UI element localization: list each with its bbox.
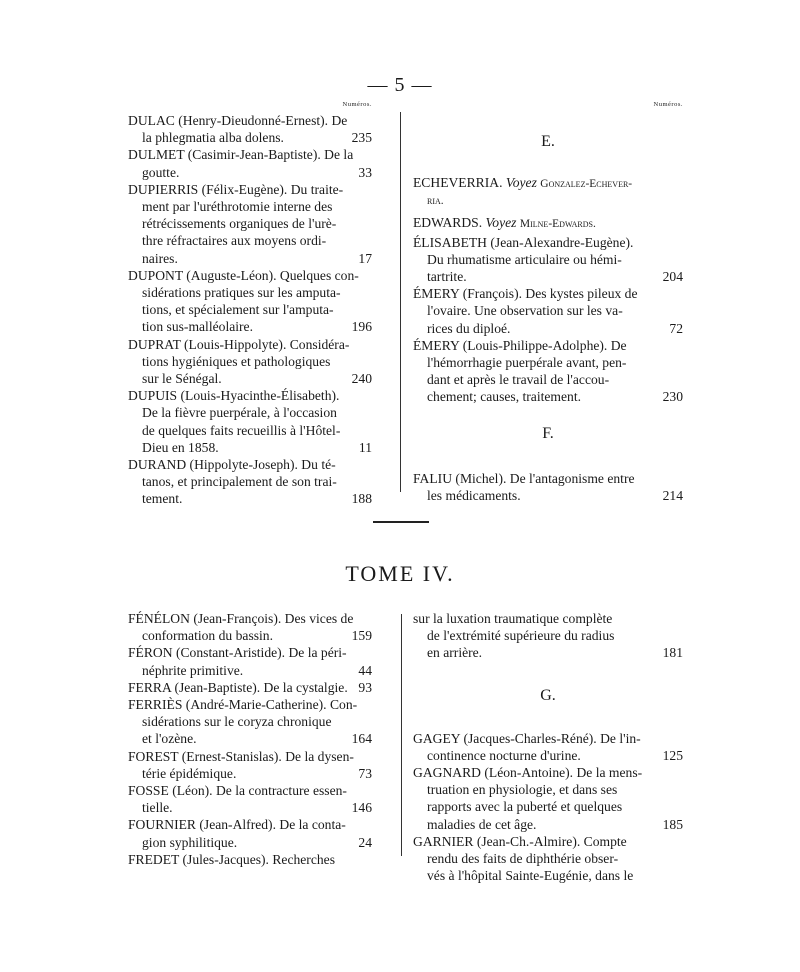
- index-entry: [128, 146, 372, 180]
- cross-reference: Milne-Edwards.: [519, 218, 596, 231]
- entry-line: DUPIERRIS (Félix-Eugène). Du traite-: [128, 181, 344, 197]
- index-entry: [128, 782, 372, 816]
- cross-reference: Gonzalez-Echever-: [540, 178, 633, 190]
- entry-line: sur la luxation traumatique complète: [413, 611, 613, 626]
- entry-line-cont: 17 naires.: [142, 250, 372, 266]
- section1-right-column: [413, 100, 683, 504]
- entry-line-cont: sidérations pratiques sur les amputa-: [142, 285, 341, 301]
- section1-left-column: [128, 100, 372, 508]
- index-entry: [128, 696, 372, 748]
- entry-line-cont: tanos, et principalement de son trai-: [142, 474, 337, 490]
- entry-line-cont: 33 goutte.: [142, 164, 372, 180]
- entry-line: FOSSE (Léon). De la contracture essen-: [128, 783, 347, 799]
- entry-name: ECHEVERRIA.: [413, 175, 503, 190]
- tome-title: TOME IV.: [345, 561, 455, 586]
- index-entry: [128, 336, 372, 388]
- entry-line-cont: 11 Dieu en 1858.: [142, 439, 372, 455]
- entry-line-cont: 240 sur le Sénégal.: [142, 371, 372, 387]
- entry-number: 146: [351, 800, 372, 816]
- entry-line-cont: dant et après le travail de l'accou-: [427, 372, 610, 388]
- entry-line-cont: 181 en arrière.: [427, 645, 683, 661]
- index-entry: [413, 470, 683, 504]
- entry-number: 44: [358, 662, 372, 678]
- index-entry: [128, 644, 372, 678]
- index-entry: [128, 112, 372, 146]
- entry-line-cont: 24 gion syphilitique.: [142, 834, 372, 850]
- entry-line-cont: 44 néphrite primitive.: [142, 662, 372, 678]
- entry-line-cont: 185 maladies de cet âge.: [427, 816, 683, 832]
- entry-line-cont: 188 tement.: [142, 491, 372, 507]
- entry-number: 181: [662, 645, 683, 661]
- index-entry: [413, 285, 683, 337]
- entry-list: [413, 234, 683, 406]
- entry-line: FOREST (Ernest-Stanislas). De la dysen-: [128, 748, 354, 764]
- entry-line: ÉMERY (François). Des kystes pileux de: [413, 286, 638, 302]
- entry-line-cont: rapports avec la puberté et quelques: [427, 799, 623, 815]
- entry-line: GARNIER (Jean-Ch.-Almire). Compte: [413, 833, 627, 849]
- index-entry: [128, 679, 372, 696]
- entry-edwards: [413, 214, 683, 233]
- index-entry: [128, 456, 372, 508]
- entry-list: [128, 610, 372, 868]
- column-divider: [400, 112, 401, 492]
- entry-line-cont: 196 tion sus-malléolaire.: [142, 319, 372, 335]
- column-divider: [401, 614, 402, 856]
- index-entry: [128, 851, 372, 868]
- entry-line: 93 FERRA (Jean-Baptiste). De la cystalgie.: [128, 679, 372, 695]
- index-entry: [128, 610, 372, 644]
- entry-line: DULMET (Casimir-Jean-Baptiste). De la: [128, 147, 354, 163]
- entry-line-cont: 146 tielle.: [142, 800, 372, 816]
- entry-line: DURAND (Hippolyte-Joseph). Du té-: [128, 457, 336, 473]
- section-divider: [373, 521, 429, 523]
- entry-line: DUPRAT (Louis-Hippolyte). Considéra-: [128, 336, 350, 352]
- entry-line-cont: tions, et spécialement sur l'amputa-: [142, 302, 334, 318]
- index-entry: [128, 816, 372, 850]
- entry-line: FOURNIER (Jean-Alfred). De la conta-: [128, 817, 346, 833]
- entry-line: ÉMERY (Louis-Philippe-Adolphe). De: [413, 337, 627, 353]
- entry-line: FREDET (Jules-Jacques). Recherches: [128, 851, 335, 867]
- entry-line: ÉLISABETH (Jean-Alexandre-Eugène).: [413, 234, 634, 250]
- letter-heading-f: F.: [542, 424, 554, 442]
- index-entry: [128, 181, 372, 267]
- entry-line-cont: 159 conformation du bassin.: [142, 628, 372, 644]
- entry-line-cont: De la fièvre puerpérale, à l'occasion: [142, 405, 337, 421]
- entry-line-cont: 235 la phlegmatia alba dolens.: [142, 130, 372, 146]
- entry-line-cont: de l'extrémité supérieure du radius: [427, 628, 615, 644]
- index-entry: [413, 234, 683, 286]
- entry-number: 72: [669, 320, 683, 336]
- entry-line-cont: ment par l'uréthrotomie interne des: [142, 199, 333, 215]
- entry-line-cont: rétrécissements organiques de l'urè-: [142, 216, 337, 232]
- entry-echeverria: [413, 174, 683, 210]
- entry-number: 17: [358, 250, 372, 266]
- entry-number: 11: [358, 439, 372, 455]
- entry-line: FÉNÉLON (Jean-François). Des vices de: [128, 611, 354, 626]
- entry-line: DULAC (Henry-Dieudonné-Ernest). De: [128, 113, 348, 128]
- entry-line: FALIU (Michel). De l'antagonisme entre: [413, 470, 635, 486]
- letter-heading-g: G.: [540, 686, 556, 704]
- entry-number: 33: [358, 164, 372, 180]
- section2-right-column: [413, 610, 683, 884]
- entry-number: 164: [351, 731, 372, 747]
- entry-line: GAGNARD (Léon-Antoine). De la mens-: [413, 765, 643, 781]
- entry-line: GAGEY (Jacques-Charles-Réné). De l'in-: [413, 730, 641, 746]
- entry-list: [413, 470, 683, 504]
- entry-line: FERRIÈS (André-Marie-Catherine). Con-: [128, 697, 358, 713]
- entry-line-cont: rendu des faits de diphthérie obser-: [427, 851, 619, 867]
- entry-line-cont: Du rhumatisme articulaire ou hémi-: [427, 251, 622, 267]
- entry-number: 235: [351, 130, 372, 146]
- entry-line: FÉRON (Constant-Aristide). De la péri-: [128, 645, 347, 661]
- voyez-label: Voyez: [485, 215, 517, 231]
- entry-number: 230: [662, 389, 683, 405]
- entry-number: 185: [662, 816, 683, 832]
- entry-line-cont: 230 chement; causes, traitement.: [427, 389, 683, 405]
- entry-line-cont: 204 tartrite.: [427, 269, 683, 285]
- page-number: — 5 —: [367, 74, 433, 96]
- index-entry: [413, 730, 683, 764]
- entry-line: DUPUIS (Louis-Hyacinthe-Élisabeth).: [128, 388, 340, 404]
- letter-heading-e: E.: [541, 133, 555, 150]
- entry-number: 159: [351, 628, 372, 644]
- entry-list: [413, 730, 683, 885]
- index-entry: [413, 833, 683, 885]
- entry-number: 73: [358, 765, 372, 781]
- numeros-label: Numéros.: [653, 101, 683, 108]
- numeros-label: Numéros.: [342, 101, 372, 108]
- entry-line-cont: 214 les médicaments.: [427, 487, 683, 503]
- entry-line-cont: 164 et l'ozène.: [142, 731, 372, 747]
- entry-list: [128, 112, 372, 508]
- entry-line-cont: l'ovaire. Une observation sur les va-: [427, 303, 623, 319]
- voyez-label: Voyez: [505, 175, 537, 190]
- entry-line-cont: vés à l'hôpital Sainte-Eugénie, dans le: [427, 868, 634, 884]
- cross-reference-cont: ria.: [427, 195, 444, 208]
- entry-number: 196: [351, 319, 372, 335]
- entry-number: 214: [662, 487, 683, 503]
- index-entry: [128, 748, 372, 782]
- index-entry: [128, 267, 372, 336]
- index-entry: [413, 610, 683, 662]
- entry-number: 93: [358, 679, 372, 695]
- entry-line-cont: 72 rices du diploé.: [427, 320, 683, 336]
- entry-name: EDWARDS.: [413, 215, 483, 231]
- entry-line-cont: thre réfractaires aux moyens ordi-: [142, 233, 327, 249]
- entry-line-cont: tions hygiéniques et pathologiques: [142, 353, 331, 369]
- entry-line-cont: 125 continence nocturne d'urine.: [427, 747, 683, 763]
- entry-line-cont: 73 térie épidémique.: [142, 765, 372, 781]
- index-entry: [128, 387, 372, 456]
- entry-number: 204: [662, 269, 683, 285]
- index-entry: [413, 337, 683, 406]
- entry-line-cont: truation en physiologie, et dans ses: [427, 782, 618, 798]
- entry-number: 24: [358, 834, 372, 850]
- entry-number: 125: [662, 747, 683, 763]
- entry-line-cont: l'hémorrhagie puerpérale avant, pen-: [427, 355, 627, 371]
- entry-line-cont: sidérations sur le coryza chronique: [142, 714, 332, 730]
- section2-left-column: [128, 610, 372, 868]
- index-entry: [413, 764, 683, 833]
- entry-list: [413, 610, 683, 662]
- entry-line-cont: de quelques faits recueillis à l'Hôtel-: [142, 422, 341, 438]
- entry-number: 240: [351, 371, 372, 387]
- entry-number: 188: [351, 491, 372, 507]
- entry-line: DUPONT (Auguste-Léon). Quelques con-: [128, 267, 359, 283]
